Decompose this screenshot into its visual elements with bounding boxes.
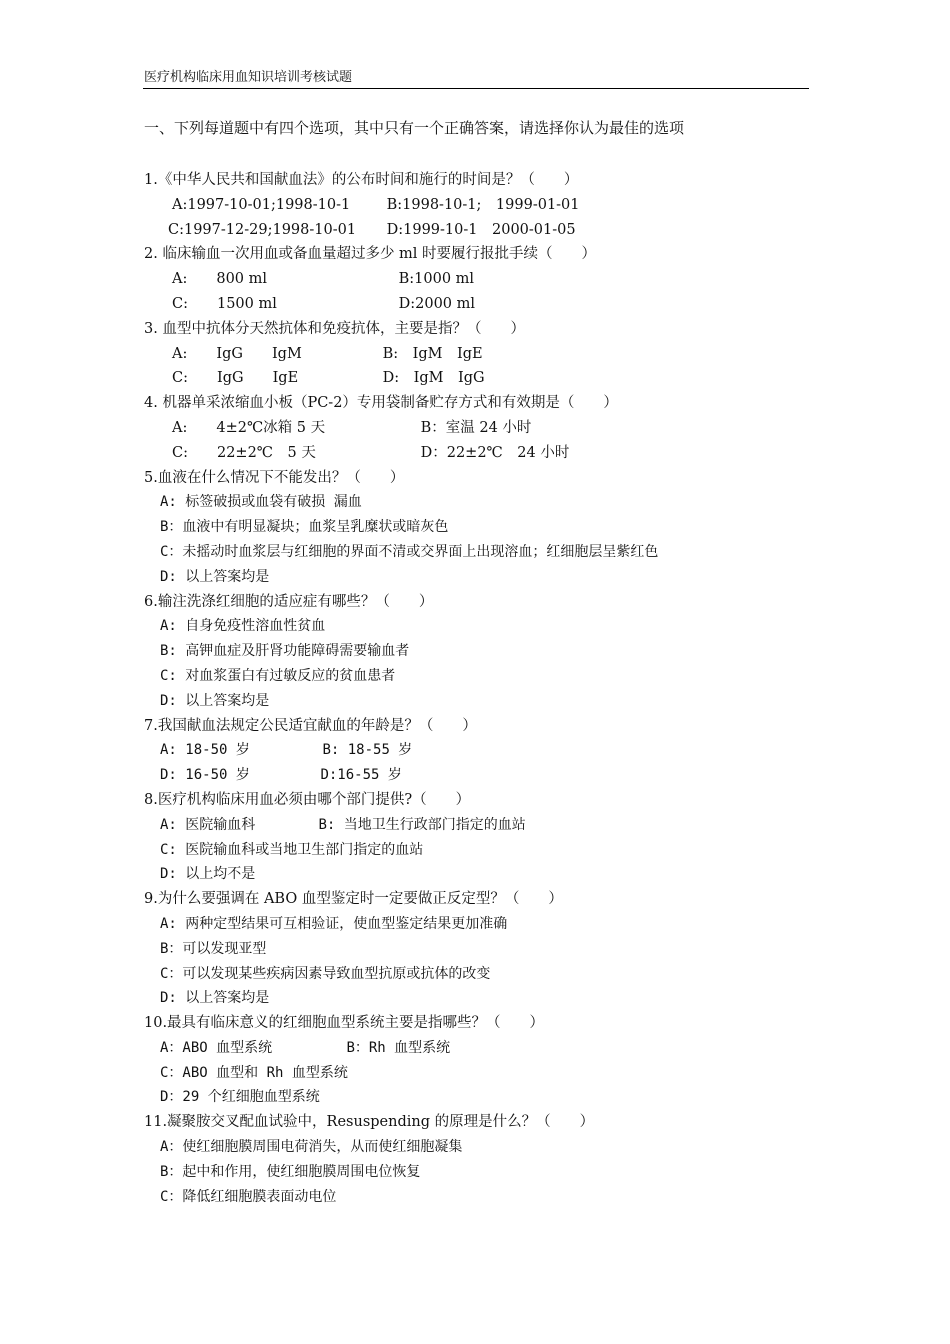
option: D: 以上答案均是 — [160, 568, 270, 585]
option: A：使红细胞膜周围电荷消失，从而使红细胞凝集 — [160, 1139, 463, 1156]
option: C:1997-12-29;1998-10-01 — [168, 221, 357, 238]
question-stem: 8.医疗机构临床用血必须由哪个部门提供?（ ） — [144, 791, 471, 808]
page-header-title: 医疗机构临床用血知识培训考核试题 — [144, 70, 353, 85]
option: B:1000 ml — [398, 271, 475, 288]
option: A: 自身免疫性溶血性贫血 — [160, 618, 326, 635]
option: D:2000 ml — [398, 295, 476, 312]
question-stem: 4. 机器单采浓缩血小板（PC-2）专用袋制备贮存方式和有效期是（ ） — [144, 395, 618, 412]
option: C: 1500 ml — [172, 295, 277, 312]
option: B：室温 24 小时 — [420, 419, 532, 436]
question-stem: 2. 临床输血一次用血或备血量超过多少 ml 时要履行报批手续（ ） — [144, 246, 597, 263]
option: A: 两种定型结果可互相验证，使血型鉴定结果更加准确 — [160, 915, 508, 932]
option: D：22±2℃ 24 小时 — [420, 444, 570, 461]
option: C：未摇动时血浆层与红细胞的界面不清或交界面上出现溶血；红细胞层呈紫红色 — [160, 543, 659, 560]
option: A：ABO 血型系统 — [160, 1039, 273, 1056]
section-instruction: 一、下列每道题中有四个选项，其中只有一个正确答案，请选择你认为最佳的选项 — [144, 119, 685, 137]
option: D: 以上均不是 — [160, 866, 256, 883]
question-stem: 10.最具有临床意义的红细胞血型系统主要是指哪些？（ ） — [144, 1015, 545, 1032]
question-1 — [144, 168, 824, 242]
question-stem: 3. 血型中抗体分天然抗体和免疫抗体，主要是指？（ ） — [144, 320, 525, 337]
option: D:1999-10-1 2000-01-05 — [386, 221, 576, 238]
option: B：可以发现亚型 — [160, 940, 267, 957]
option: B: 高钾血症及肝肾功能障碍需要输血者 — [160, 643, 410, 660]
option: B:1998-10-1; 1999-01-01 — [386, 196, 580, 213]
question-2 — [144, 242, 824, 316]
header-divider — [143, 88, 809, 89]
option: A: 医院输血科 — [160, 816, 256, 833]
option: C：可以发现某些疾病因素导致血型抗原或抗体的改变 — [160, 965, 491, 982]
option: C: IgG IgE — [172, 370, 299, 387]
option: B：起中和作用，使红细胞膜周围电位恢复 — [160, 1163, 421, 1180]
question-6 — [144, 590, 824, 714]
question-10 — [144, 1011, 824, 1110]
option: A:1997-10-01;1998-10-1 — [172, 196, 351, 213]
option: A: 4±2℃冰箱 5 天 — [172, 419, 326, 436]
question-list — [144, 168, 824, 1209]
option: C: 22±2℃ 5 天 — [172, 444, 316, 461]
question-stem: 6.输注洗涤红细胞的适应症有哪些？（ ） — [144, 593, 434, 610]
question-7 — [144, 714, 824, 788]
option: D：29 个红细胞血型系统 — [160, 1089, 320, 1106]
option: D: 以上答案均是 — [160, 990, 270, 1007]
option: B：血液中有明显凝块；血浆呈乳糜状或暗灰色 — [160, 519, 449, 536]
option: A: 18-50 岁 — [160, 742, 250, 759]
question-stem: 9.为什么要强调在 ABO 血型鉴定时一定要做正反定型？（ ） — [144, 891, 563, 908]
question-stem: 11.凝聚胺交叉配血试验中，Resuspending 的原理是什么？（ ） — [144, 1114, 595, 1131]
option: A: IgG IgM — [172, 345, 302, 362]
option: C: 医院输血科或当地卫生部门指定的血站 — [160, 841, 424, 858]
option: B: 当地卫生行政部门指定的血站 — [318, 816, 526, 833]
question-9 — [144, 887, 824, 1011]
question-4 — [144, 391, 824, 465]
option: C：降低红细胞膜表面动电位 — [160, 1188, 337, 1205]
question-11 — [144, 1110, 824, 1209]
question-stem: 7.我国献血法规定公民适宜献血的年龄是？（ ） — [144, 717, 477, 734]
option: D: 16-50 岁 — [160, 767, 250, 784]
question-5 — [144, 466, 824, 590]
option: B: 18-55 岁 — [322, 742, 413, 759]
option: A: 标签破损或血袋有破损 漏血 — [160, 494, 362, 511]
question-8 — [144, 788, 824, 887]
option: C：ABO 血型和 Rh 血型系统 — [160, 1064, 348, 1081]
option: C: 对血浆蛋白有过敏反应的贫血患者 — [160, 667, 396, 684]
option: B: IgM IgE — [382, 345, 483, 362]
option: A: 800 ml — [172, 271, 268, 288]
option: B：Rh 血型系统 — [346, 1039, 451, 1056]
option: D:16-55 岁 — [320, 767, 402, 784]
question-3 — [144, 317, 824, 391]
question-stem: 5.血液在什么情况下不能发出？（ ） — [144, 469, 405, 486]
option: D: 以上答案均是 — [160, 692, 270, 709]
option: D: IgM IgG — [382, 370, 485, 387]
question-stem: 1.《中华人民共和国献血法》的公布时间和施行的时间是？（ ） — [144, 172, 579, 188]
